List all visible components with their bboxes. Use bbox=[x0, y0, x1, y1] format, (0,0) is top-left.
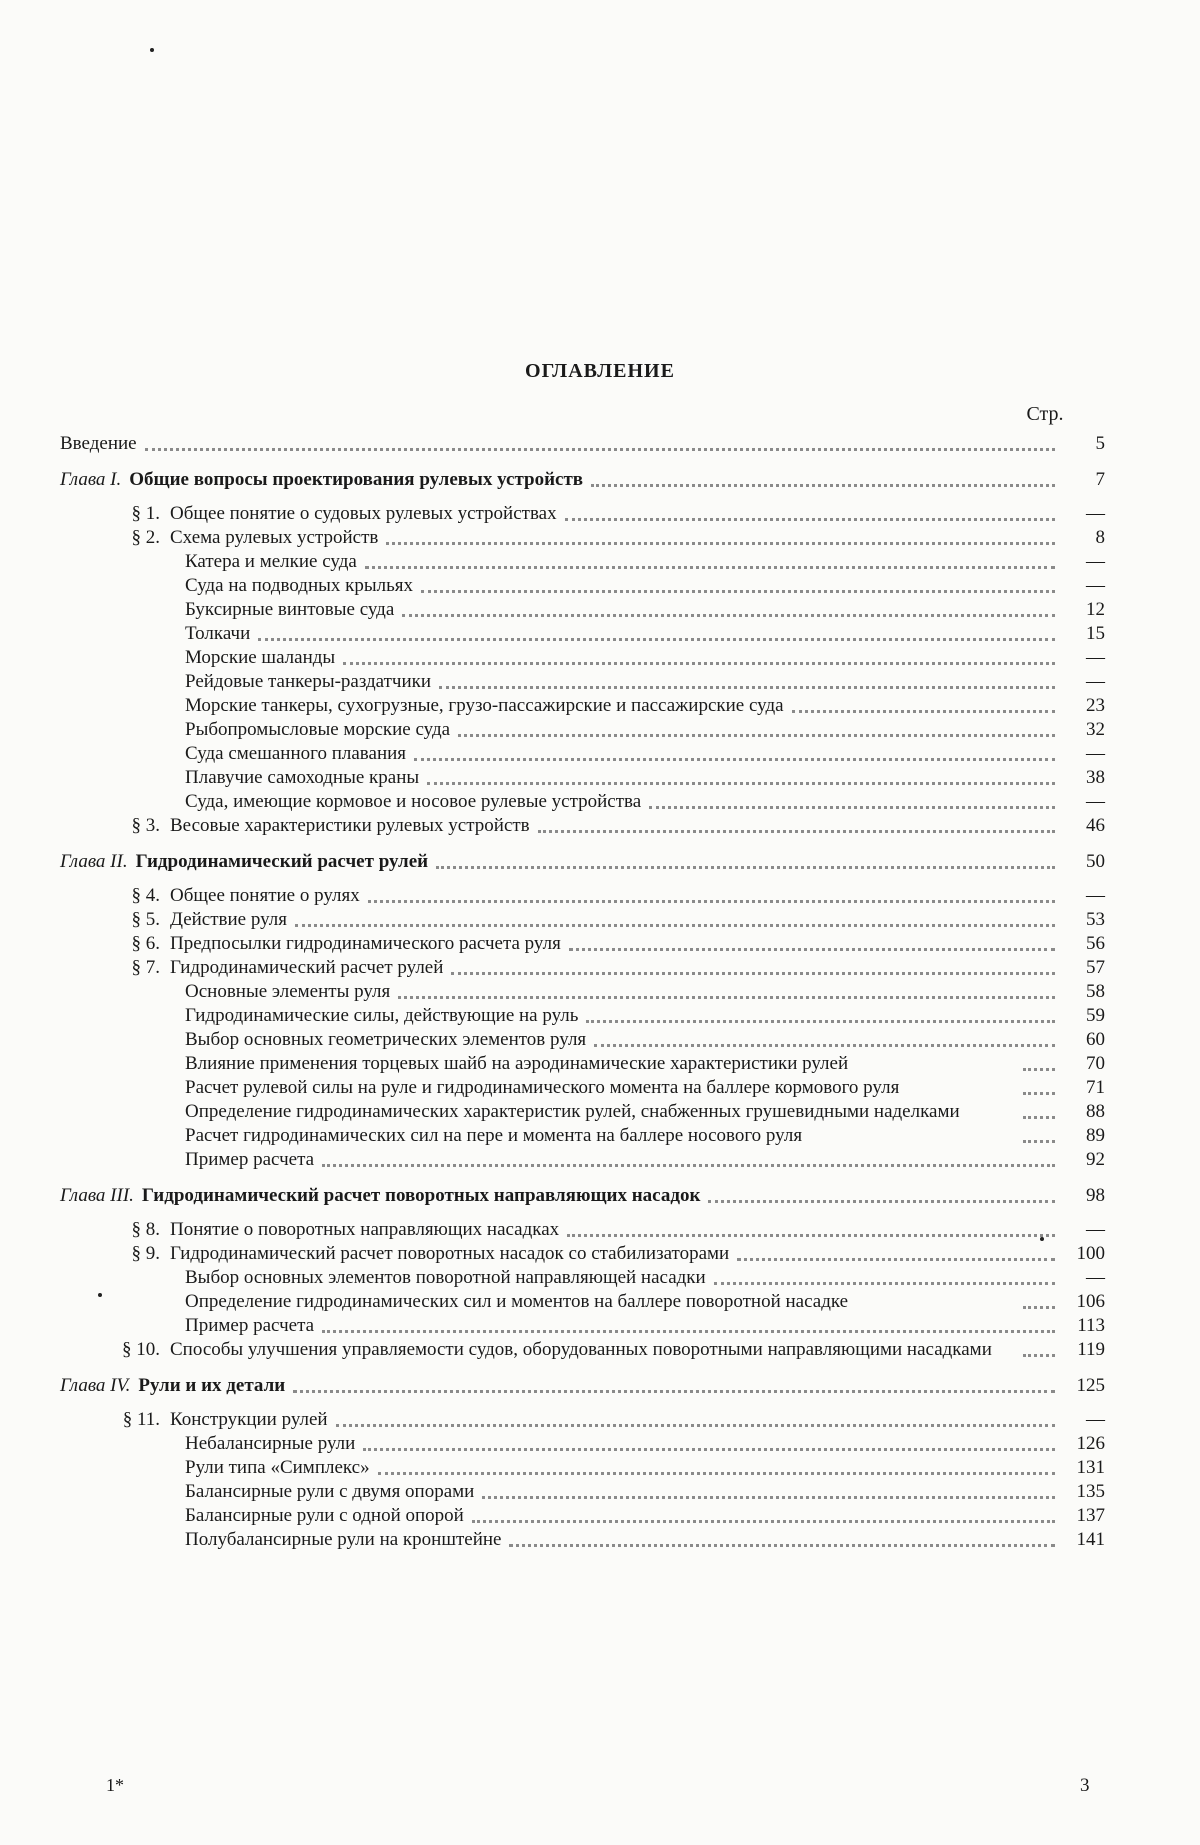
toc-entry-label: Предпосылки гидродинамического расчета руля bbox=[170, 933, 561, 954]
toc-entry-label: Морские танкеры, сухогрузные, грузо-пассажирские и пассажирские суда bbox=[185, 695, 784, 716]
toc-page-number: 135 bbox=[1076, 1481, 1105, 1502]
toc-entry bbox=[60, 1432, 1110, 1456]
toc-entry bbox=[60, 502, 1110, 526]
dot-leader bbox=[336, 1424, 1055, 1427]
toc-page-number: 131 bbox=[1076, 1457, 1105, 1478]
scan-speck bbox=[150, 48, 154, 52]
toc-entry bbox=[60, 1374, 1110, 1398]
toc-entry bbox=[60, 694, 1110, 718]
toc-page-number: 50 bbox=[1086, 851, 1105, 872]
toc-page-number: 71 bbox=[1086, 1077, 1105, 1098]
toc-page-number: — bbox=[1086, 503, 1105, 524]
toc-page-number: 126 bbox=[1076, 1433, 1105, 1454]
toc-page-number: — bbox=[1086, 671, 1105, 692]
dot-leader bbox=[594, 1044, 1055, 1047]
toc-entry bbox=[60, 1004, 1110, 1028]
toc-entry bbox=[60, 1076, 1110, 1100]
toc-page-number: — bbox=[1086, 1267, 1105, 1288]
dot-leader bbox=[368, 900, 1055, 903]
toc-chapter-prefix: Глава III. bbox=[60, 1185, 134, 1206]
toc-page-number: 119 bbox=[1077, 1339, 1105, 1360]
toc-entry bbox=[60, 956, 1110, 980]
toc-entry bbox=[60, 1052, 1110, 1076]
toc-page-number: 8 bbox=[1095, 527, 1105, 548]
toc-entry bbox=[60, 670, 1110, 694]
toc-entry-label: Гидродинамический расчет рулей bbox=[135, 851, 429, 872]
dot-leader bbox=[451, 972, 1055, 975]
toc-page-number: — bbox=[1086, 1409, 1105, 1430]
dot-leader bbox=[708, 1200, 1055, 1203]
dot-leader bbox=[293, 1390, 1055, 1393]
toc-entry-label: Плавучие самоходные краны bbox=[185, 767, 420, 788]
toc-entry bbox=[60, 598, 1110, 622]
toc-entry bbox=[60, 718, 1110, 742]
toc-page-number: 53 bbox=[1086, 909, 1105, 930]
toc-entry-label: Конструкции рулей bbox=[170, 1409, 328, 1430]
dot-leader bbox=[398, 996, 1055, 999]
dot-leader bbox=[565, 518, 1055, 521]
table-of-contents bbox=[60, 432, 1110, 1552]
dot-leader bbox=[569, 948, 1055, 951]
toc-entry bbox=[60, 646, 1110, 670]
toc-entry-label: Действие руля bbox=[170, 909, 287, 930]
toc-entry bbox=[60, 526, 1110, 550]
dot-leader bbox=[439, 686, 1055, 689]
toc-section-number: § 11. bbox=[122, 1409, 160, 1430]
toc-entry-label: Выбор основных геометрических элементов руля bbox=[185, 1029, 587, 1050]
dot-leader bbox=[1023, 1140, 1055, 1143]
toc-page-number: 15 bbox=[1086, 623, 1105, 644]
dot-leader bbox=[737, 1258, 1055, 1261]
dot-leader bbox=[421, 590, 1055, 593]
dot-leader bbox=[458, 734, 1055, 737]
toc-chapter-prefix: Глава I. bbox=[60, 469, 122, 490]
dot-leader bbox=[1023, 1092, 1055, 1095]
toc-page-number: 58 bbox=[1086, 981, 1105, 1002]
toc-entry-label: Толкачи bbox=[185, 623, 251, 644]
dot-leader bbox=[792, 710, 1055, 713]
toc-entry bbox=[60, 850, 1110, 874]
toc-chapter-prefix: Глава II. bbox=[60, 851, 128, 872]
toc-page-number: — bbox=[1086, 885, 1105, 906]
toc-entry-label: Выбор основных элементов поворотной направляющей насадки bbox=[185, 1267, 706, 1288]
toc-page-number: — bbox=[1086, 551, 1105, 572]
toc-page-number: 88 bbox=[1086, 1101, 1105, 1122]
toc-page-number: 98 bbox=[1086, 1185, 1105, 1206]
toc-entry-label: Пример расчета bbox=[185, 1149, 315, 1170]
toc-entry-label: Введение bbox=[60, 433, 137, 454]
toc-entry-label: Влияние применения торцевых шайб на аэродинамические характеристики рулей bbox=[185, 1053, 849, 1074]
toc-entry-label: Определение гидродинамических характеристик рулей, снабженных грушевидными наделками bbox=[185, 1101, 960, 1122]
toc-page-number: 100 bbox=[1076, 1243, 1105, 1264]
toc-section-number: § 8. bbox=[131, 1219, 160, 1240]
toc-entry bbox=[60, 790, 1110, 814]
toc-entry-label: Пример расчета bbox=[185, 1315, 315, 1336]
toc-entry-label: Способы улучшения управляемости судов, оборудованных поворотными направляющими насадками bbox=[170, 1339, 992, 1360]
toc-entry-label: Рейдовые танкеры-раздатчики bbox=[185, 671, 432, 692]
toc-section-number: § 3. bbox=[131, 815, 160, 836]
toc-page-number: 106 bbox=[1076, 1291, 1105, 1312]
toc-title: ОГЛАВЛЕНИЕ bbox=[525, 360, 675, 382]
toc-page-number: — bbox=[1086, 791, 1105, 812]
toc-page-number: 5 bbox=[1095, 433, 1105, 454]
toc-page-number: 46 bbox=[1086, 815, 1105, 836]
toc-entry bbox=[60, 1480, 1110, 1504]
toc-entry bbox=[60, 1290, 1110, 1314]
dot-leader bbox=[586, 1020, 1055, 1023]
toc-entry-label: Общее понятие о судовых рулевых устройствах bbox=[170, 503, 557, 524]
dot-leader bbox=[343, 662, 1055, 665]
dot-leader bbox=[295, 924, 1055, 927]
toc-page-number: 92 bbox=[1086, 1149, 1105, 1170]
toc-page-number: — bbox=[1086, 743, 1105, 764]
toc-section-number: § 2. bbox=[131, 527, 160, 548]
toc-entry bbox=[60, 884, 1110, 908]
toc-entry-label: Гидродинамический расчет поворотных направляющих насадок bbox=[141, 1185, 701, 1206]
toc-section-number: § 5. bbox=[131, 909, 160, 930]
toc-page-number: — bbox=[1086, 575, 1105, 596]
dot-leader bbox=[1023, 1306, 1055, 1309]
dot-leader bbox=[427, 782, 1055, 785]
toc-entry bbox=[60, 1100, 1110, 1124]
toc-page-number: 70 bbox=[1086, 1053, 1105, 1074]
dot-leader bbox=[145, 448, 1055, 451]
toc-page-number: 38 bbox=[1086, 767, 1105, 788]
toc-entry bbox=[60, 814, 1110, 838]
toc-page-number: 56 bbox=[1086, 933, 1105, 954]
toc-page-number: 57 bbox=[1086, 957, 1105, 978]
toc-page-number: — bbox=[1086, 1219, 1105, 1240]
toc-page-number: 137 bbox=[1076, 1505, 1105, 1526]
toc-entry bbox=[60, 468, 1110, 492]
toc-entry bbox=[60, 1338, 1110, 1362]
dot-leader bbox=[472, 1520, 1055, 1523]
toc-entry bbox=[60, 1184, 1110, 1208]
toc-entry bbox=[60, 574, 1110, 598]
toc-entry-label: Полубалансирные рули на кронштейне bbox=[185, 1529, 502, 1550]
toc-entry-label: Катера и мелкие суда bbox=[185, 551, 357, 572]
toc-entry-label: Рули типа «Симплекс» bbox=[185, 1457, 370, 1478]
toc-entry-label: Гидродинамический расчет поворотных насадок со стабилизаторами bbox=[170, 1243, 730, 1264]
toc-entry bbox=[60, 1148, 1110, 1172]
toc-page-number: 113 bbox=[1077, 1315, 1105, 1336]
signature-mark: 1* bbox=[106, 1775, 124, 1795]
toc-section-number: § 4. bbox=[131, 885, 160, 906]
toc-entry-label: Расчет рулевой силы на руле и гидродинамического момента на баллере кормового руля bbox=[185, 1077, 900, 1098]
toc-entry-label: Понятие о поворотных направляющих насадках bbox=[170, 1219, 560, 1240]
dot-leader bbox=[436, 866, 1055, 869]
toc-entry-label: Балансирные рули с двумя опорами bbox=[185, 1481, 475, 1502]
dot-leader bbox=[1023, 1116, 1055, 1119]
toc-entry-label: Буксирные винтовые суда bbox=[185, 599, 395, 620]
dot-leader bbox=[386, 542, 1055, 545]
toc-entry-label: Суда на подводных крыльях bbox=[185, 575, 414, 596]
toc-entry-label: Рули и их детали bbox=[138, 1375, 286, 1396]
dot-leader bbox=[258, 638, 1055, 641]
toc-page-number: 141 bbox=[1076, 1529, 1105, 1550]
toc-page-number: — bbox=[1086, 647, 1105, 668]
toc-section-number: § 10. bbox=[122, 1339, 160, 1360]
dot-leader bbox=[649, 806, 1055, 809]
toc-entry-label: Морские шаланды bbox=[185, 647, 336, 668]
toc-entry bbox=[60, 1028, 1110, 1052]
toc-entry bbox=[60, 550, 1110, 574]
dot-leader bbox=[322, 1330, 1055, 1333]
toc-section-number: § 6. bbox=[131, 933, 160, 954]
toc-entry-label: Гидродинамический расчет рулей bbox=[170, 957, 444, 978]
dot-leader bbox=[1023, 1068, 1055, 1071]
toc-entry-label: Суда смешанного плавания bbox=[185, 743, 407, 764]
dot-leader bbox=[714, 1282, 1055, 1285]
dot-leader bbox=[402, 614, 1055, 617]
toc-section-number: § 7. bbox=[131, 957, 160, 978]
toc-page-number: 60 bbox=[1086, 1029, 1105, 1050]
toc-entry-label: Схема рулевых устройств bbox=[170, 527, 379, 548]
toc-entry bbox=[60, 1218, 1110, 1242]
toc-entry bbox=[60, 1266, 1110, 1290]
toc-page-number: 12 bbox=[1086, 599, 1105, 620]
dot-leader bbox=[509, 1544, 1055, 1547]
toc-entry-label: Небалансирные рули bbox=[185, 1433, 356, 1454]
dot-leader bbox=[378, 1472, 1055, 1475]
toc-entry-label: Расчет гидродинамических сил на пере и момента на баллере носового руля bbox=[185, 1125, 803, 1146]
dot-leader bbox=[322, 1164, 1055, 1167]
toc-entry bbox=[60, 1314, 1110, 1338]
page-column-label: Стр. bbox=[1026, 403, 1064, 425]
toc-entry bbox=[60, 932, 1110, 956]
toc-entry bbox=[60, 1456, 1110, 1480]
toc-page-number: 59 bbox=[1086, 1005, 1105, 1026]
toc-chapter-prefix: Глава IV. bbox=[60, 1375, 131, 1396]
toc-entry-label: Балансирные рули с одной опорой bbox=[185, 1505, 464, 1526]
page-number: 3 bbox=[1080, 1775, 1090, 1796]
toc-entry bbox=[60, 1504, 1110, 1528]
toc-entry-label: Рыбопромысловые морские суда bbox=[185, 719, 451, 740]
toc-entry bbox=[60, 742, 1110, 766]
toc-section-number: § 9. bbox=[131, 1243, 160, 1264]
dot-leader bbox=[567, 1234, 1055, 1237]
toc-entry-label: Гидродинамические силы, действующие на руль bbox=[185, 1005, 579, 1026]
dot-leader bbox=[365, 566, 1055, 569]
toc-section-number: § 1. bbox=[131, 503, 160, 524]
toc-entry bbox=[60, 1242, 1110, 1266]
toc-entry bbox=[60, 1124, 1110, 1148]
toc-entry bbox=[60, 980, 1110, 1004]
dot-leader bbox=[538, 830, 1055, 833]
dot-leader bbox=[1023, 1354, 1055, 1357]
toc-page-number: 32 bbox=[1086, 719, 1105, 740]
toc-entry-label: Общие вопросы проектирования рулевых устройств bbox=[129, 469, 584, 490]
dot-leader bbox=[414, 758, 1055, 761]
dot-leader bbox=[363, 1448, 1055, 1451]
toc-entry bbox=[60, 432, 1110, 456]
toc-entry-label: Весовые характеристики рулевых устройств bbox=[170, 815, 530, 836]
toc-entry bbox=[60, 908, 1110, 932]
toc-entry bbox=[60, 766, 1110, 790]
toc-entry bbox=[60, 1408, 1110, 1432]
toc-entry bbox=[60, 622, 1110, 646]
toc-page-number: 7 bbox=[1095, 469, 1105, 490]
toc-entry-label: Суда, имеющие кормовое и носовое рулевые устройства bbox=[185, 791, 642, 812]
toc-page-number: 23 bbox=[1086, 695, 1105, 716]
toc-entry-label: Определение гидродинамических сил и моментов на баллере поворотной насадке bbox=[185, 1291, 849, 1312]
dot-leader bbox=[482, 1496, 1055, 1499]
toc-entry-label: Общее понятие о рулях bbox=[170, 885, 360, 906]
toc-page-number: 89 bbox=[1086, 1125, 1105, 1146]
dot-leader bbox=[591, 484, 1055, 487]
toc-page-number: 125 bbox=[1076, 1375, 1105, 1396]
toc-entry bbox=[60, 1528, 1110, 1552]
toc-entry-label: Основные элементы руля bbox=[185, 981, 391, 1002]
